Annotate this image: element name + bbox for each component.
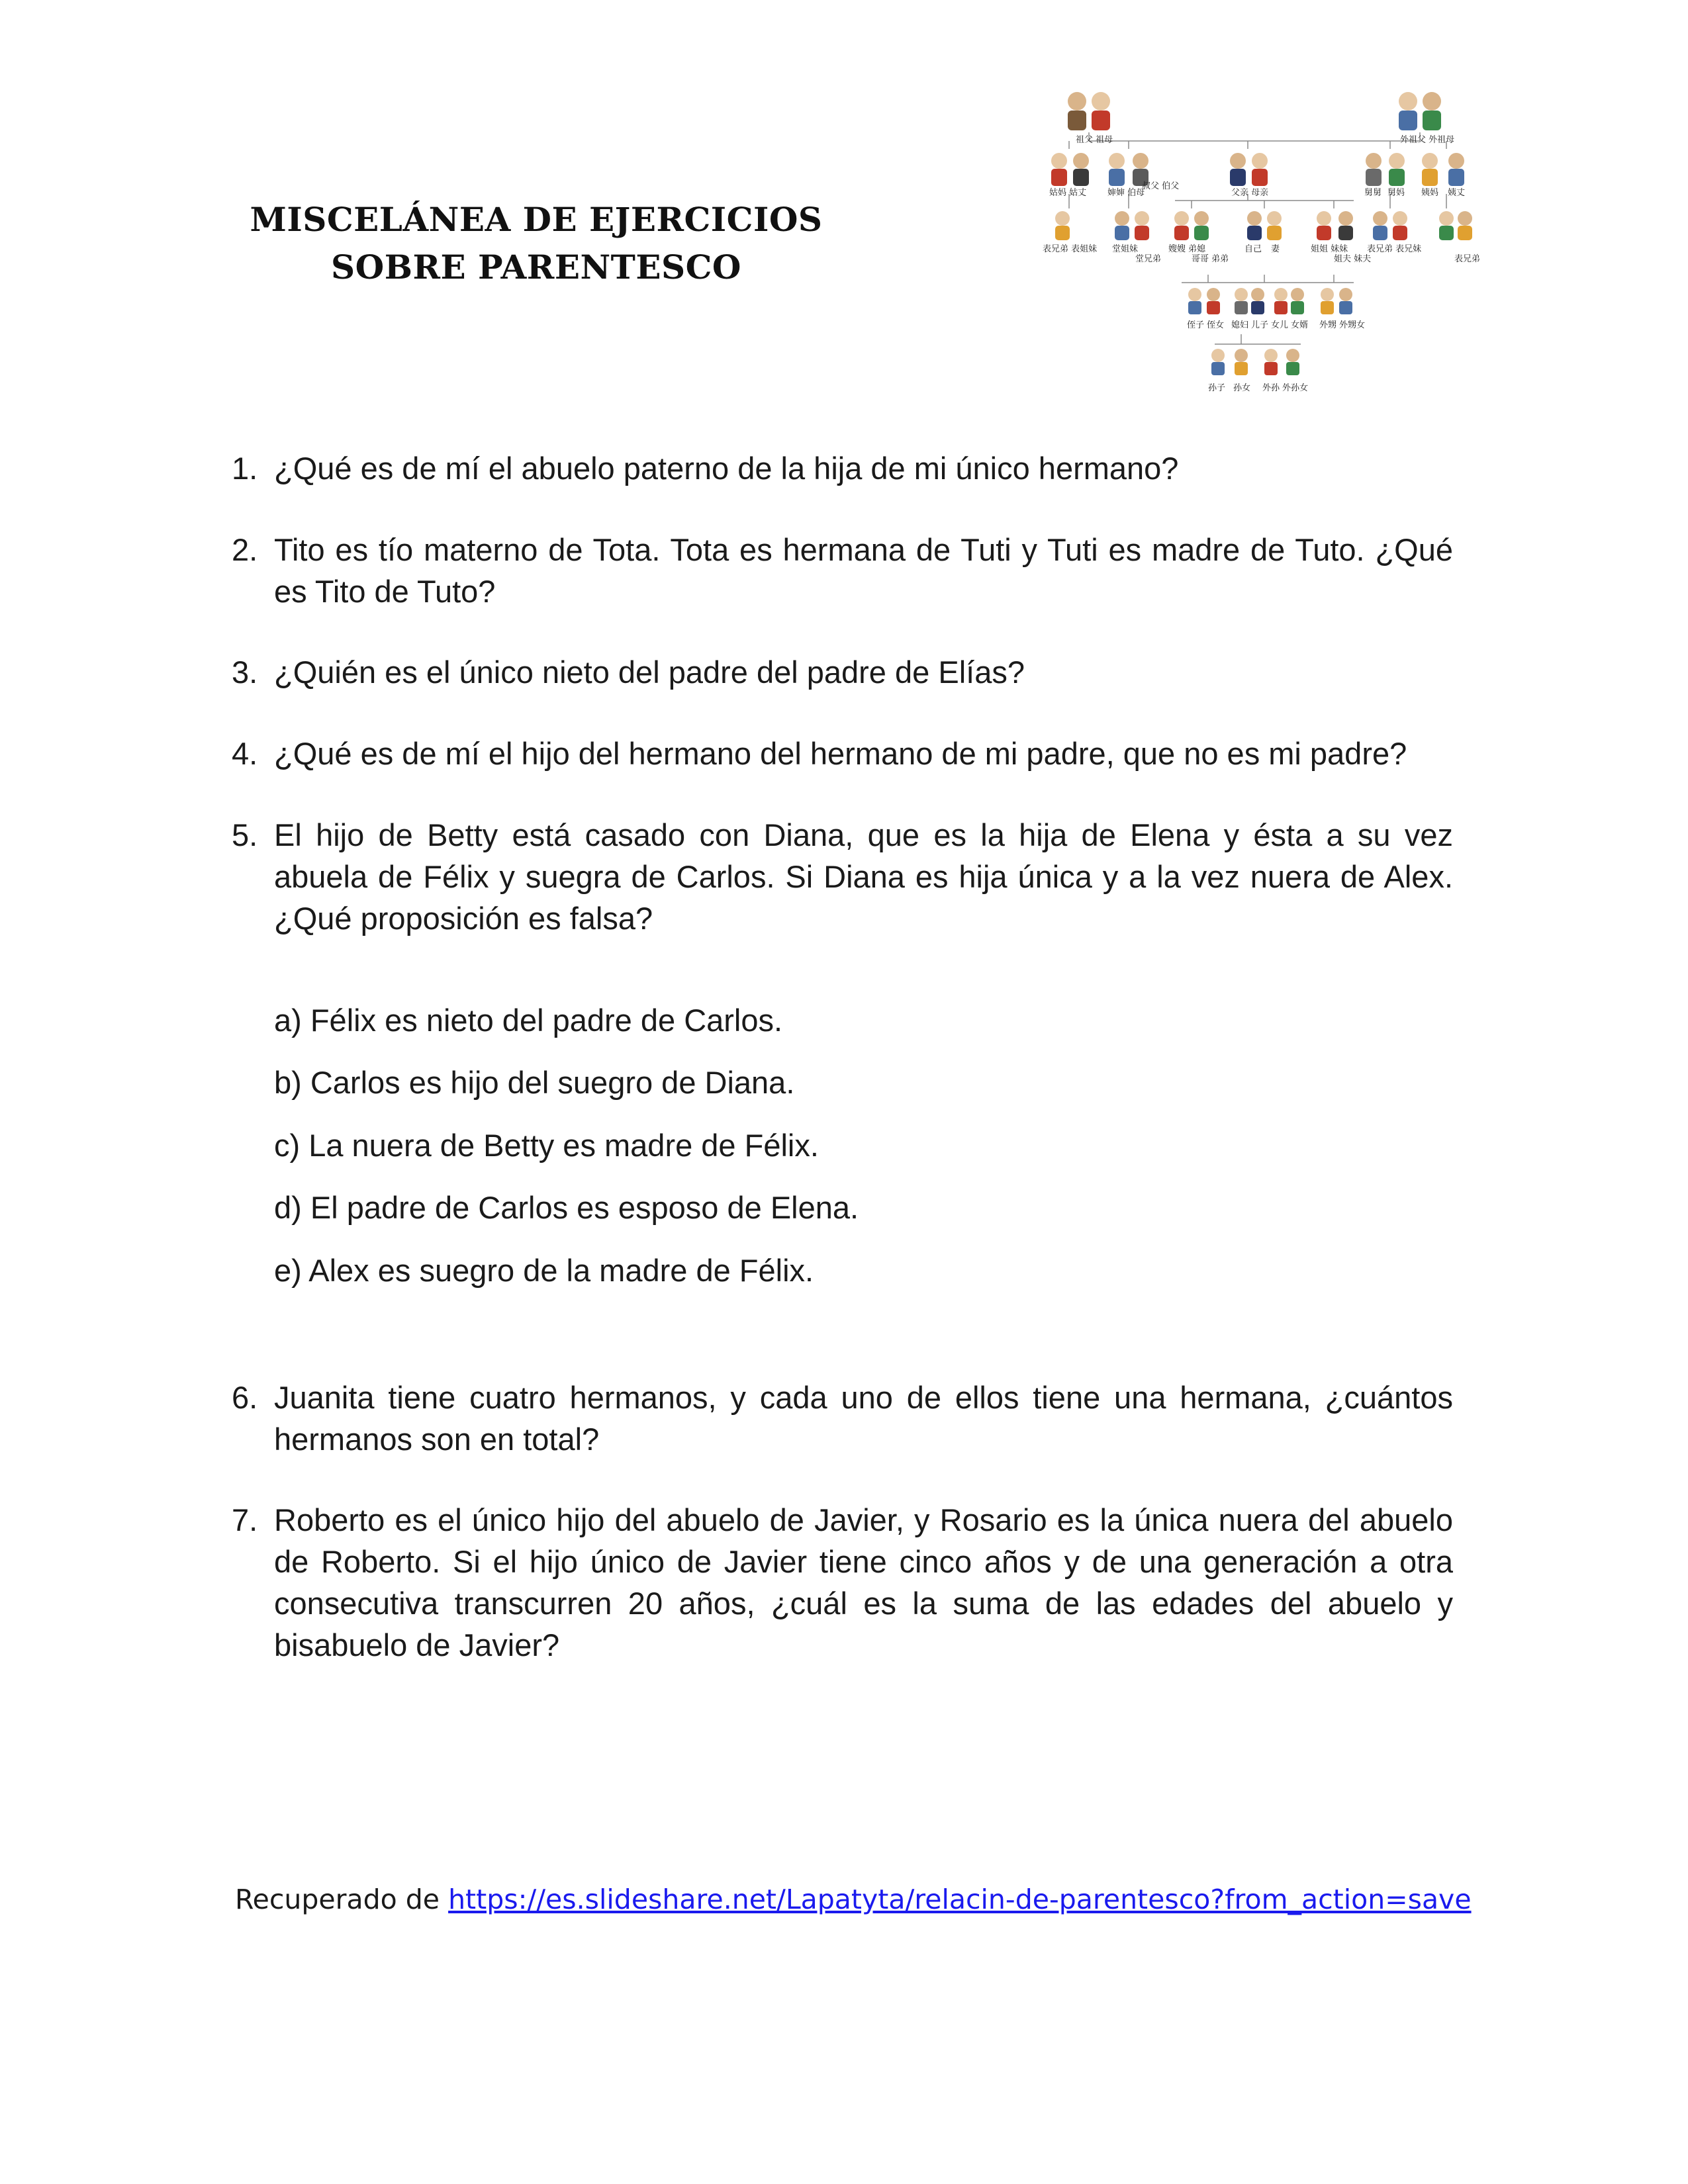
title-line-2: SOBRE PARENTESCO	[331, 248, 741, 287]
source-credit	[235, 1884, 1472, 1915]
question-6	[232, 1377, 1453, 1460]
option-b: b) Carlos es hijo del suegro de Diana.	[274, 1065, 795, 1100]
label-gen5-2: 孙女	[1233, 383, 1251, 393]
question-4	[232, 733, 1453, 774]
question-text: ¿Quién es el único nieto del padre del padre de Elías?	[274, 655, 1025, 690]
label-gen2-left-1: 姑妈 姑丈	[1049, 188, 1087, 198]
question-text: Tito es tío materno de Tota. Tota es hermana de Tuti y Tuti es madre de Tuto. ¿Qué es Tito de Tuto?	[274, 532, 1453, 609]
question-number: 6.	[232, 1380, 258, 1415]
question-number: 3.	[232, 655, 258, 690]
question-number: 2.	[232, 532, 258, 567]
label-maternal-grandparents: 外祖父 外祖母	[1400, 135, 1455, 145]
label-gen2-left-3: 叔父 伯父	[1142, 181, 1180, 191]
question-2	[232, 529, 1453, 612]
label-gen5-3: 外孙	[1262, 383, 1280, 393]
label-gen3-center-2: 哥哥 弟弟	[1192, 254, 1229, 264]
label-gen4-1: 侄子	[1187, 320, 1205, 330]
label-gen4-3: 媳妇	[1231, 320, 1249, 330]
label-gen3-left-2: 堂姐妹	[1112, 244, 1139, 254]
label-gen2-right-4: 姨丈	[1448, 188, 1466, 198]
option-a: a) Félix es nieto del padre de Carlos.	[274, 1003, 783, 1038]
label-gen4-2: 侄女	[1207, 320, 1225, 330]
label-gen3-center-1: 嫂嫂 弟媳	[1168, 244, 1206, 254]
question-5	[232, 814, 1453, 939]
page-title	[225, 196, 847, 291]
option-e: e) Alex es suegro de la madre de Félix.	[274, 1253, 814, 1288]
label-gen3-left-1: 表兄弟 表姐妹	[1043, 244, 1098, 254]
label-gen3-right-1: 表兄弟 表兄妹	[1367, 244, 1422, 254]
gen5-people	[1211, 349, 1299, 375]
question-number: 5.	[232, 817, 258, 852]
label-gen4-7: 外甥	[1319, 320, 1337, 330]
credit-prefix: Recuperado de	[235, 1884, 449, 1915]
family-tree-illustration	[1043, 83, 1506, 404]
label-gen4-5: 女儿	[1271, 320, 1289, 330]
label-gen3-center-4: 妻	[1271, 244, 1280, 254]
gen4-people	[1188, 288, 1352, 314]
question-7	[232, 1499, 1453, 1666]
label-gen3-center-3: 自己	[1244, 244, 1262, 254]
label-gen3-center-5: 姐姐 妹妹	[1311, 244, 1348, 254]
title-line-1: MISCELÁNEA DE EJERCICIOS	[250, 200, 823, 239]
label-gen2-right-2: 舅妈	[1387, 188, 1405, 198]
label-gen2-right-3: 姨妈	[1421, 188, 1439, 198]
label-gen4-4: 儿子	[1251, 320, 1269, 330]
gen3-people	[1055, 211, 1472, 240]
option-c: c) La nuera de Betty es madre de Félix.	[274, 1128, 819, 1163]
question-number: 7.	[232, 1502, 258, 1537]
label-gen3-right-2: 表兄弟	[1454, 254, 1481, 264]
question-number: 4.	[232, 736, 258, 771]
question-text: ¿Qué es de mí el abuelo paterno de la hija de mi único hermano?	[274, 451, 1179, 486]
label-gen2-left-2: 婶婶 伯母	[1107, 188, 1145, 198]
gen2-people	[1051, 153, 1464, 186]
label-gen2-right-1: 舅舅	[1364, 188, 1382, 198]
question-text: ¿Qué es de mí el hijo del hermano del hermano de mi padre, que no es mi padre?	[274, 736, 1407, 771]
label-paternal-grandparents: 祖父 祖母	[1076, 135, 1113, 145]
gen1-paternal	[1068, 92, 1110, 130]
label-gen5-4: 外孙女	[1282, 383, 1309, 393]
label-gen5-1: 孙子	[1208, 383, 1226, 393]
label-gen3-center-6: 姐夫 妹夫	[1334, 254, 1372, 264]
question-1	[232, 447, 1453, 489]
question-text: Roberto es el único hijo del abuelo de Javier, y Rosario es la única nuera del abuelo de Roberto. Si el hijo único de Javier tiene cinco años y de una generación a otra consecutiva transcurren 20 años, ¿cuál es la suma de las edades del abuelo y bisabuelo de Javier?	[274, 1502, 1453, 1662]
question-text: Juanita tiene cuatro hermanos, y cada uno de ellos tiene una hermana, ¿cuántos hermanos son en total?	[274, 1380, 1453, 1457]
gen1-maternal	[1399, 92, 1441, 130]
question-3	[232, 651, 1453, 693]
question-number: 1.	[232, 451, 258, 486]
label-gen3-left-3: 堂兄弟	[1135, 254, 1162, 264]
source-link[interactable]: https://es.slideshare.net/Lapatyta/relacin-de-parentesco?from_action=save	[448, 1884, 1472, 1915]
label-gen4-8: 外甥女	[1339, 320, 1366, 330]
option-d: d) El padre de Carlos es esposo de Elena.	[274, 1190, 859, 1225]
question-text: El hijo de Betty está casado con Diana, que es la hija de Elena y ésta a su vez abuela de Félix y suegra de Carlos. Si Diana es hija única y a la vez nuera de Alex. ¿Qué proposición es falsa?	[274, 817, 1453, 936]
label-gen4-6: 女婿	[1291, 320, 1309, 330]
label-parents: 父亲 母亲	[1231, 188, 1269, 198]
